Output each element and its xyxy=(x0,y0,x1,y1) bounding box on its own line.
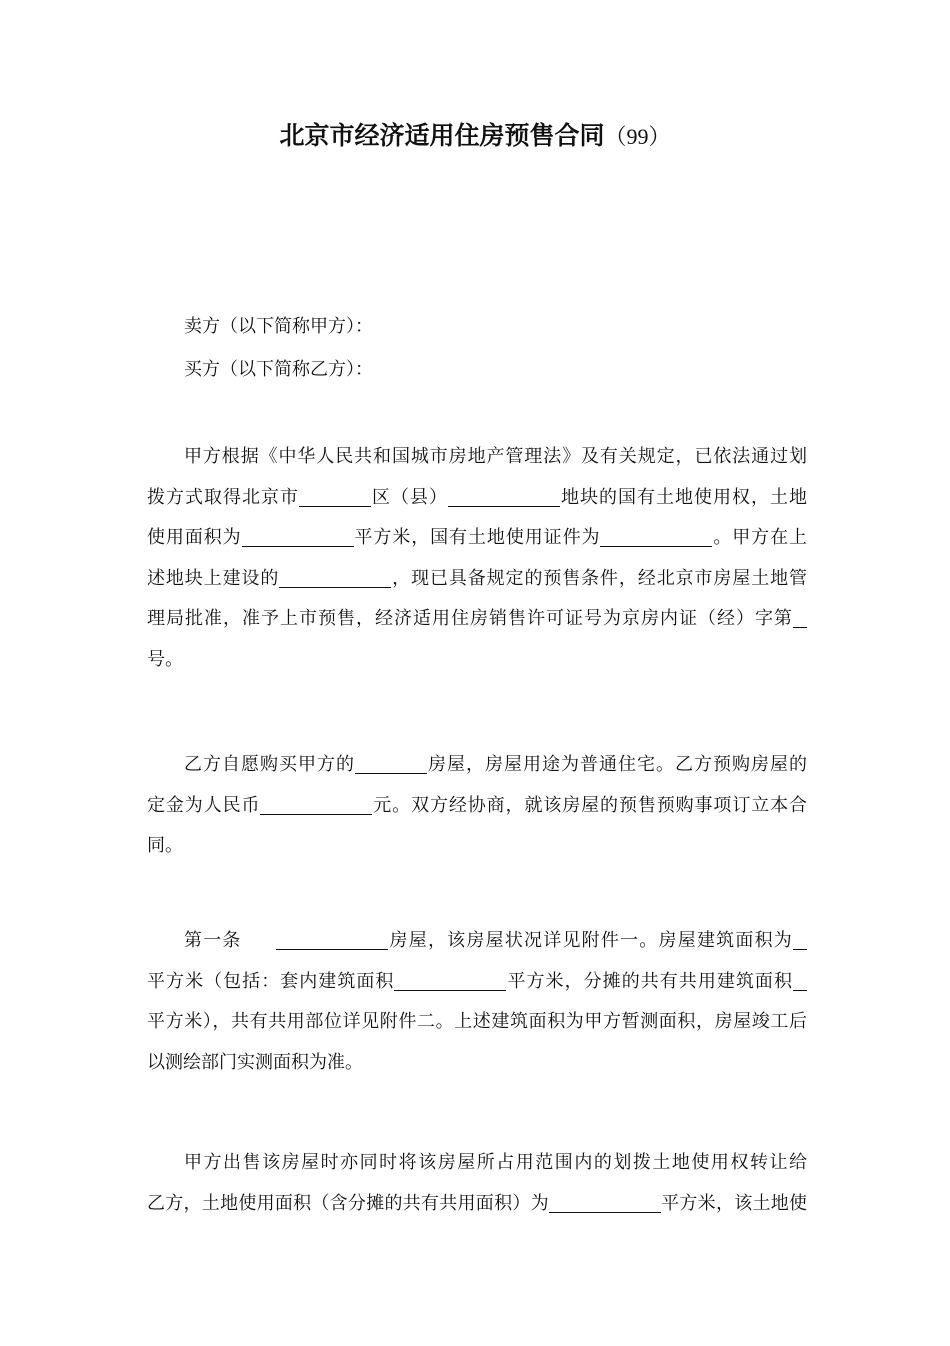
paragraph-land-transfer xyxy=(147,1143,807,1224)
p2-line-3: 同。 xyxy=(147,835,183,856)
district-blank xyxy=(299,484,371,507)
seller-line: 卖方（以下简称甲方）： xyxy=(184,316,373,337)
house-location-blank xyxy=(276,927,388,950)
p1-text: 地块的国有土地使用权，土地 xyxy=(560,486,807,508)
p4-line-1: 甲方出售该房屋时亦同时将该房屋所占用范围内的划拨土地使用权转让给 xyxy=(184,1152,807,1173)
house-blank xyxy=(355,751,427,774)
p2-text: 乙方自愿购买甲方的 xyxy=(184,754,355,775)
party-buyer xyxy=(147,350,807,391)
p1-line-3 xyxy=(147,518,807,559)
buyer-line: 买方（以下简称乙方）： xyxy=(184,359,373,380)
p1-text: 区（县） xyxy=(371,486,448,508)
party-seller xyxy=(147,307,807,348)
p1-line-6: 号。 xyxy=(147,648,183,670)
p4-text: 平方米，该土地使 xyxy=(660,1192,808,1214)
p4-line-2 xyxy=(147,1184,807,1225)
building-area-blank xyxy=(793,927,807,950)
art1-line-3: 平方米），共有共用部位详见附件二。上述建筑面积为甲方暂测面积，房屋竣工后 xyxy=(147,1011,807,1032)
p2-line-1 xyxy=(147,745,807,786)
article-label: 第一条 xyxy=(184,930,242,951)
p1-line-5 xyxy=(147,599,807,640)
p1-line-4 xyxy=(147,559,807,600)
transfer-area-blank xyxy=(549,1190,661,1213)
art1-text: 房屋，该房屋状况详见附件一。房屋建筑面积为 xyxy=(388,930,794,951)
inner-area-blank xyxy=(394,968,506,991)
p1-text: 平方米，国有土地使用证件为 xyxy=(353,527,601,548)
deposit-blank xyxy=(260,792,372,815)
p2-text: 房屋，房屋用途为普通住宅。乙方预购房屋的 xyxy=(427,754,807,775)
title-text: 北京市经济适用住房预售合同 xyxy=(279,121,605,150)
title-suffix: （99） xyxy=(604,124,671,149)
paragraph-purchase xyxy=(147,745,807,867)
p1-text: 使用面积为 xyxy=(147,527,242,548)
article-1 xyxy=(147,921,807,1083)
art1-text: 平方米（包括：套内建筑面积 xyxy=(147,970,395,992)
p1-text: ，现已具备规定的预售条件，经北京市房屋土地管 xyxy=(391,567,808,589)
license-blank xyxy=(793,605,807,628)
p4-text: 乙方，土地使用面积（含分摊的共有共用面积）为 xyxy=(147,1192,549,1214)
p1-text: 。甲方在上 xyxy=(712,527,808,548)
p2-text: 元。双方经协商，就该房屋的预售预购事项订立本合 xyxy=(372,794,808,816)
p2-text: 定金为人民币 xyxy=(147,794,261,816)
art1-line-4: 以测绘部门实测面积为准。 xyxy=(147,1051,363,1073)
paragraph-land-rights xyxy=(147,437,807,680)
p1-text: 理局批准，准予上市预售，经济适用住房销售许可证号为京房内证（经）字第 xyxy=(147,608,793,629)
p1-text: 拨方式取得北京市 xyxy=(147,486,299,508)
art1-line-1 xyxy=(147,921,807,962)
land-certificate-blank xyxy=(600,524,712,547)
page-title xyxy=(0,116,950,157)
art1-line-2 xyxy=(147,962,807,1003)
land-area-blank xyxy=(242,524,354,547)
p1-line-2 xyxy=(147,478,807,519)
shared-area-blank xyxy=(793,968,807,991)
project-blank xyxy=(279,565,391,588)
p1-line-1: 甲方根据《中华人民共和国城市房地产管理法》及有关规定，已依法通过划 xyxy=(184,446,807,467)
p2-line-2 xyxy=(147,786,807,827)
art1-text: 平方米，分摊的共有共用建筑面积 xyxy=(506,970,794,992)
p1-text: 述地块上建设的 xyxy=(147,567,280,589)
plot-blank xyxy=(448,484,560,507)
